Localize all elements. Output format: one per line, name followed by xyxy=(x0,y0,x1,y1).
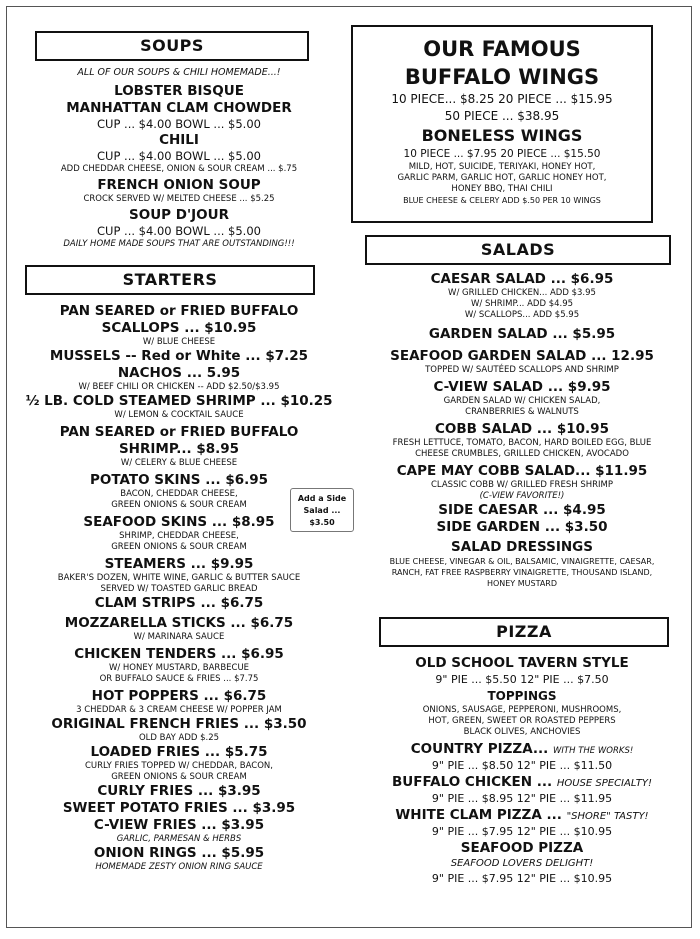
salad-cobb-note1: FRESH LETTUCE, TOMATO, BACON, HARD BOILED EGG, BLUE xyxy=(392,438,652,448)
soup-djour: SOUP D'JOUR xyxy=(129,207,229,223)
pizza-section xyxy=(357,655,687,887)
starter-chicken-tenders-note2: OR BUFFALO SAUCE & FRIES ... $7.75 xyxy=(99,674,259,684)
salad-dressings-title: SALAD DRESSINGS xyxy=(451,539,593,555)
soup-clam-chowder: MANHATTAN CLAM CHOWDER xyxy=(66,100,292,116)
soups-tagline: ALL OF OUR SOUPS & CHILI HOMEMADE...! xyxy=(77,67,281,78)
side-box-line3: $3.50 xyxy=(309,518,335,527)
salad-cape-may-note1: CLASSIC COBB W/ GRILLED FRESH SHRIMP xyxy=(431,480,613,490)
salad-cobb-note2: CHEESE CRUMBLES, GRILLED CHICKEN, AVOCADO xyxy=(415,449,629,459)
pizza-buffalo-name: BUFFALO CHICKEN ... xyxy=(392,774,553,790)
starter-cold-shrimp-note: W/ LEMON & COCKTAIL SAUCE xyxy=(114,410,244,420)
starter-chicken-tenders-note1: W/ HONEY MUSTARD, BARBECUE xyxy=(108,663,250,673)
pizza-country-price: 9" PIE ... $8.50 12" PIE ... $11.50 xyxy=(431,759,613,772)
pizza-country-tag: WITH THE WORKS! xyxy=(553,746,634,756)
starter-hot-poppers: HOT POPPERS ... $6.75 xyxy=(91,688,267,704)
starter-buffalo-shrimp-note: W/ CELERY & BLUE CHEESE xyxy=(120,458,238,468)
pizza-clam-tag: "SHORE" TASTY! xyxy=(566,811,649,822)
starters-header: STARTERS xyxy=(25,265,315,295)
starter-buffalo-shrimp-line1: PAN SEARED or FRIED BUFFALO xyxy=(59,424,299,440)
salad-cview-note2: CRANBERRIES & WALNUTS xyxy=(465,407,579,417)
starter-nachos: NACHOS ... 5.95 xyxy=(117,365,241,381)
salad-side-garden: SIDE GARDEN ... $3.50 xyxy=(436,519,608,535)
starter-mussels: MUSSELS -- Red or White ... $7.25 xyxy=(49,348,309,364)
starter-seafood-skins: SEAFOOD SKINS ... $8.95 xyxy=(83,514,275,530)
boneless-price: 10 PIECE ... $7.95 20 PIECE ... $15.50 xyxy=(403,148,601,160)
starter-mozzarella-note: W/ MARINARA SAUCE xyxy=(133,632,225,642)
starter-sweet-potato-fries: SWEET POTATO FRIES ... $3.95 xyxy=(62,800,296,816)
wings-box xyxy=(351,25,653,223)
starter-mozzarella: MOZZARELLA STICKS ... $6.75 xyxy=(64,615,294,631)
soup-djour-note: DAILY HOME MADE SOUPS THAT ARE OUTSTANDING!!! xyxy=(63,239,295,249)
side-box-line2: Salad ... xyxy=(303,506,341,515)
salad-side-caesar: SIDE CAESAR ... $4.95 xyxy=(438,502,606,518)
salads-section xyxy=(357,271,687,589)
wings-addon: BLUE CHEESE & CELERY ADD $.50 PER 10 WINGS xyxy=(403,196,601,205)
wings-price1: 10 PIECE... $8.25 20 PIECE ... $15.95 xyxy=(391,92,613,106)
salad-caesar-note1: W/ GRILLED CHICKEN... ADD $3.95 xyxy=(448,288,596,298)
starter-loaded-fries-note1: CURLY FRIES TOPPED W/ CHEDDAR, BACON, xyxy=(84,761,273,771)
starter-scallops-note: W/ BLUE CHEESE xyxy=(142,337,216,347)
pizza-old-school: OLD SCHOOL TAVERN STYLE xyxy=(415,655,629,671)
starter-clam-strips: CLAM STRIPS ... $6.75 xyxy=(94,595,264,611)
salad-dressings3: HONEY MUSTARD xyxy=(486,579,558,588)
starter-loaded-fries-note2: GREEN ONIONS & SOUR CREAM xyxy=(111,772,247,782)
pizza-country-name: COUNTRY PIZZA... xyxy=(410,741,549,757)
pizza-buffalo-price: 9" PIE ... $8.95 12" PIE ... $11.95 xyxy=(431,792,613,805)
salad-dressings1: BLUE CHEESE, VINEGAR & OIL, BALSAMIC, VINAIGRETTE, CAESAR, xyxy=(389,557,655,566)
salad-caesar-note2: W/ SHRIMP... ADD $4.95 xyxy=(470,299,574,309)
salad-seafood-garden: SEAFOOD GARDEN SALAD ... 12.95 xyxy=(390,348,654,364)
starter-cview-fries: C-VIEW FRIES ... $3.95 xyxy=(93,817,265,833)
soups-header: SOUPS xyxy=(35,31,309,61)
pizza-clam-name: WHITE CLAM PIZZA ... xyxy=(395,807,562,823)
salad-cape-may-cobb: CAPE MAY COBB SALAD... $11.95 xyxy=(396,463,648,479)
wings-price2: 50 PIECE ... $38.95 xyxy=(444,109,560,123)
pizza-buffalo-tag: HOUSE SPECIALTY! xyxy=(556,778,652,789)
wings-title-line2: BUFFALO WINGS xyxy=(404,65,600,89)
starter-buffalo-scallops-line1: PAN SEARED or FRIED BUFFALO xyxy=(59,303,299,319)
wings-flavors1: MILD, HOT, SUICIDE, TERIYAKI, HONEY HOT, xyxy=(408,162,596,172)
pizza-header: PIZZA xyxy=(379,617,669,647)
pizza-seafood-tag: SEAFOOD LOVERS DELIGHT! xyxy=(450,858,594,869)
starter-hot-poppers-note: 3 CHEDDAR & 3 CREAM CHEESE W/ POPPER JAM xyxy=(76,705,282,715)
salad-cview: C-VIEW SALAD ... $9.95 xyxy=(433,379,611,395)
starter-onion-rings-note: HOMEMADE ZESTY ONION RING SAUCE xyxy=(95,862,263,872)
pizza-old-school-price: 9" PIE ... $5.50 12" PIE ... $7.50 xyxy=(435,673,609,686)
starter-potato-skins-note2: GREEN ONIONS & SOUR CREAM xyxy=(111,500,247,510)
soup-lobster-bisque: LOBSTER BISQUE xyxy=(114,83,244,99)
pizza-country xyxy=(357,741,687,758)
menu-page xyxy=(6,6,692,928)
starter-potato-skins-note1: BACON, CHEDDAR CHEESE, xyxy=(120,489,238,499)
salad-seafood-garden-note: TOPPED W/ SAUTÉED SCALLOPS AND SHRIMP xyxy=(425,365,619,375)
wings-flavors3: HONEY BBQ, THAI CHILI xyxy=(451,184,553,194)
starter-seafood-skins-note1: SHRIMP, CHEDDAR CHEESE, xyxy=(119,531,239,541)
starter-cold-shrimp: ½ LB. COLD STEAMED SHRIMP ... $10.25 xyxy=(25,393,333,409)
wings-title-line1: OUR FAMOUS xyxy=(423,37,581,61)
starter-french-fries-note: OLD BAY ADD $.25 xyxy=(138,733,220,743)
starter-curly-fries: CURLY FRIES ... $3.95 xyxy=(97,783,261,799)
starter-buffalo-shrimp-line2: SHRIMP... $8.95 xyxy=(118,441,240,457)
salads-header: SALADS xyxy=(365,235,671,265)
soups-section xyxy=(15,67,343,250)
pizza-seafood: SEAFOOD PIZZA xyxy=(460,840,584,856)
starter-onion-rings: ONION RINGS ... $5.95 xyxy=(93,845,265,861)
salad-caesar: CAESAR SALAD ... $6.95 xyxy=(430,271,614,287)
boneless-title: BONELESS WINGS xyxy=(421,126,583,145)
wings-flavors2: GARLIC PARM, GARLIC HOT, GARLIC HONEY HOT, xyxy=(397,173,607,183)
salad-cobb: COBB SALAD ... $10.95 xyxy=(435,421,609,437)
pizza-toppings-title: TOPPINGS xyxy=(487,689,557,703)
side-box-line1: Add a Side xyxy=(297,494,347,503)
starters-section xyxy=(15,303,343,873)
soup-djour-price: CUP ... $4.00 BOWL ... $5.00 xyxy=(97,224,261,238)
salad-garden: GARDEN SALAD ... $5.95 xyxy=(428,326,616,342)
soup-french-onion: FRENCH ONION SOUP xyxy=(97,177,261,193)
pizza-buffalo xyxy=(357,774,687,791)
starter-buffalo-scallops-line2: SCALLOPS ... $10.95 xyxy=(101,320,257,336)
salad-dressings2: RANCH, FAT FREE RASPBERRY VINAIGRETTE, THOUSAND ISLAND, xyxy=(391,568,653,577)
starter-steamers: STEAMERS ... $9.95 xyxy=(104,556,254,572)
starter-seafood-skins-note2: GREEN ONIONS & SOUR CREAM xyxy=(111,542,247,552)
starter-french-fries: ORIGINAL FRENCH FRIES ... $3.50 xyxy=(51,716,307,732)
pizza-clam xyxy=(357,807,687,824)
starter-potato-skins: POTATO SKINS ... $6.95 xyxy=(89,472,269,488)
soup-chili-price: CUP ... $4.00 BOWL ... $5.00 xyxy=(97,149,261,163)
starter-steamers-note2: SERVED W/ TOASTED GARLIC BREAD xyxy=(100,584,258,594)
pizza-toppings1: ONIONS, SAUSAGE, PEPPERONI, MUSHROOMS, xyxy=(422,705,622,715)
soup-clam-chowder-price: CUP ... $4.00 BOWL ... $5.00 xyxy=(97,117,261,131)
pizza-clam-price: 9" PIE ... $7.95 12" PIE ... $10.95 xyxy=(431,825,613,838)
pizza-toppings2: HOT, GREEN, SWEET OR ROASTED PEPPERS xyxy=(428,716,616,726)
starter-steamers-note1: BAKER'S DOZEN, WHITE WINE, GARLIC & BUTTER SAUCE xyxy=(57,573,301,583)
add-side-salad-box xyxy=(290,488,354,532)
salad-cview-note1: GARDEN SALAD W/ CHICKEN SALAD, xyxy=(443,396,601,406)
soup-chili-note: ADD CHEDDAR CHEESE, ONION & SOUR CREAM ... $.75 xyxy=(60,164,298,174)
pizza-toppings3: BLACK OLIVES, ANCHOVIES xyxy=(463,727,581,737)
salad-cape-may-note2: (C-VIEW FAVORITE!) xyxy=(479,491,565,501)
salad-caesar-note3: W/ SCALLOPS... ADD $5.95 xyxy=(464,310,580,320)
starter-cview-fries-note: GARLIC, PARMESAN & HERBS xyxy=(116,834,242,844)
starter-nachos-note: W/ BEEF CHILI OR CHICKEN -- ADD $2.50/$3.95 xyxy=(78,382,280,392)
starter-loaded-fries: LOADED FRIES ... $5.75 xyxy=(90,744,268,760)
pizza-seafood-price: 9" PIE ... $7.95 12" PIE ... $10.95 xyxy=(431,872,613,885)
soup-chili: CHILI xyxy=(159,132,199,148)
soup-french-onion-note: CROCK SERVED W/ MELTED CHEESE ... $5.25 xyxy=(83,194,275,204)
starter-chicken-tenders: CHICKEN TENDERS ... $6.95 xyxy=(74,646,284,662)
